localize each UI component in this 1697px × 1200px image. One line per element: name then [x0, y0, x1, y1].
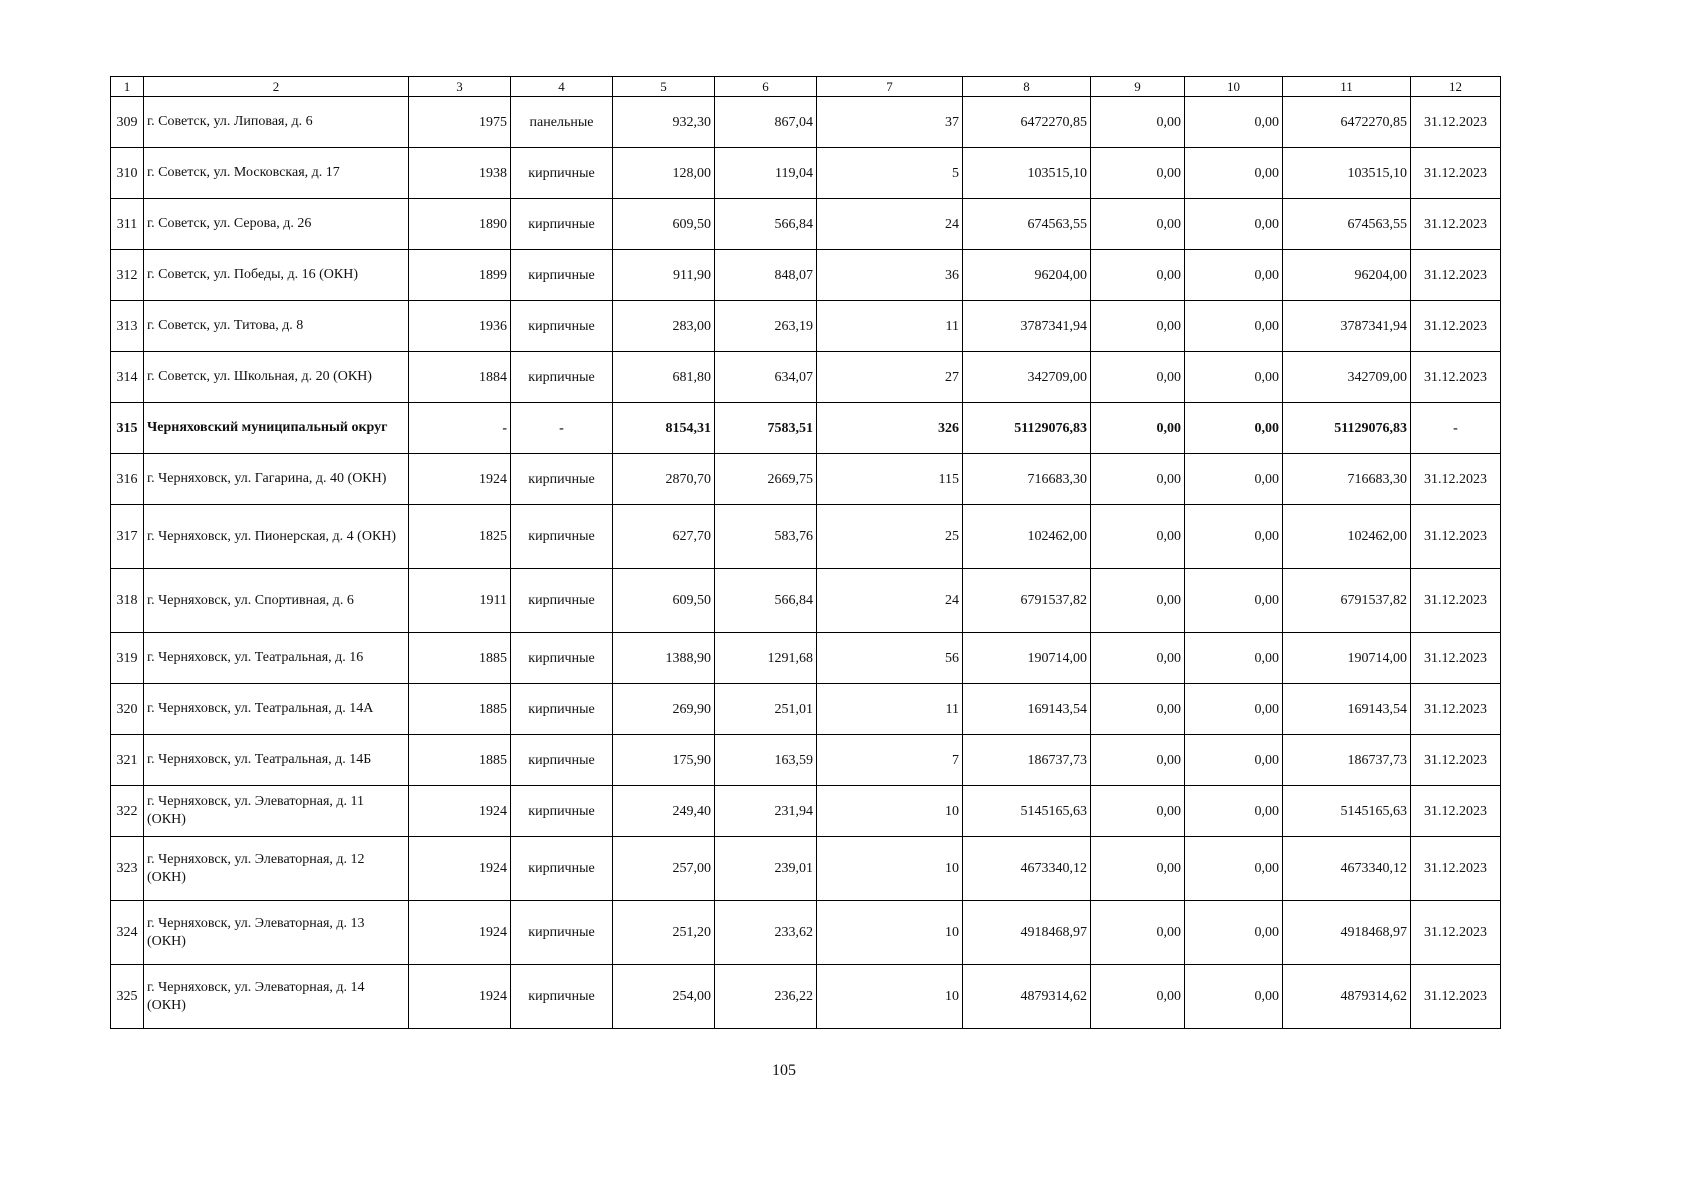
- wall-material-cell: кирпичные: [511, 901, 613, 965]
- area-total-cell: 8154,31: [613, 403, 715, 454]
- wall-material-cell: кирпичные: [511, 569, 613, 633]
- cost-fund-cell: 0,00: [1091, 148, 1185, 199]
- area-total-cell: 128,00: [613, 148, 715, 199]
- area-total-cell: 2870,70: [613, 454, 715, 505]
- row-number-cell: 316: [111, 454, 144, 505]
- wall-material-cell: кирпичные: [511, 199, 613, 250]
- residents-cell: 10: [817, 837, 963, 901]
- completion-date-cell: 31.12.2023: [1411, 965, 1501, 1029]
- area-total-cell: 911,90: [613, 250, 715, 301]
- row-number-cell: 312: [111, 250, 144, 301]
- cost-owners-cell: 342709,00: [1283, 352, 1411, 403]
- cost-owners-cell: 3787341,94: [1283, 301, 1411, 352]
- address-cell: г. Черняховск, ул. Театральная, д. 14Б: [144, 735, 409, 786]
- area-living-cell: 7583,51: [715, 403, 817, 454]
- header-cell: 6: [715, 77, 817, 97]
- completion-date-cell: 31.12.2023: [1411, 837, 1501, 901]
- cost-owners-cell: 716683,30: [1283, 454, 1411, 505]
- address-cell: Черняховский муниципальный округ: [144, 403, 409, 454]
- table-row: [111, 250, 1501, 301]
- cost-fund-cell: 0,00: [1091, 352, 1185, 403]
- area-living-cell: 251,01: [715, 684, 817, 735]
- completion-date-cell: 31.12.2023: [1411, 250, 1501, 301]
- address-cell: г. Черняховск, ул. Театральная, д. 16: [144, 633, 409, 684]
- cost-total-cell: 102462,00: [963, 505, 1091, 569]
- wall-material-cell: кирпичные: [511, 684, 613, 735]
- address-cell: г. Советск, ул. Титова, д. 8: [144, 301, 409, 352]
- row-number-cell: 315: [111, 403, 144, 454]
- cost-owners-cell: 6472270,85: [1283, 97, 1411, 148]
- cost-budget-cell: 0,00: [1185, 735, 1283, 786]
- cost-fund-cell: 0,00: [1091, 786, 1185, 837]
- wall-material-cell: кирпичные: [511, 735, 613, 786]
- residents-cell: 24: [817, 199, 963, 250]
- year-built-cell: 1825: [409, 505, 511, 569]
- header-cell: 8: [963, 77, 1091, 97]
- cost-total-cell: 190714,00: [963, 633, 1091, 684]
- area-total-cell: 251,20: [613, 901, 715, 965]
- area-total-cell: 283,00: [613, 301, 715, 352]
- area-total-cell: 932,30: [613, 97, 715, 148]
- cost-fund-cell: 0,00: [1091, 965, 1185, 1029]
- cost-total-cell: 103515,10: [963, 148, 1091, 199]
- area-living-cell: 239,01: [715, 837, 817, 901]
- year-built-cell: 1938: [409, 148, 511, 199]
- cost-total-cell: 4879314,62: [963, 965, 1091, 1029]
- cost-owners-cell: 4918468,97: [1283, 901, 1411, 965]
- table-row: [111, 301, 1501, 352]
- area-living-cell: 848,07: [715, 250, 817, 301]
- cost-owners-cell: 674563,55: [1283, 199, 1411, 250]
- year-built-cell: 1975: [409, 97, 511, 148]
- cost-total-cell: 186737,73: [963, 735, 1091, 786]
- completion-date-cell: 31.12.2023: [1411, 505, 1501, 569]
- area-living-cell: 231,94: [715, 786, 817, 837]
- address-cell: г. Советск, ул. Липовая, д. 6: [144, 97, 409, 148]
- cost-fund-cell: 0,00: [1091, 301, 1185, 352]
- row-number-cell: 325: [111, 965, 144, 1029]
- completion-date-cell: 31.12.2023: [1411, 786, 1501, 837]
- completion-date-cell: 31.12.2023: [1411, 633, 1501, 684]
- area-living-cell: 634,07: [715, 352, 817, 403]
- header-cell: 12: [1411, 77, 1501, 97]
- cost-budget-cell: 0,00: [1185, 684, 1283, 735]
- residents-cell: 36: [817, 250, 963, 301]
- address-cell: г. Черняховск, ул. Элеваторная, д. 12 (ОКН): [144, 837, 409, 901]
- year-built-cell: -: [409, 403, 511, 454]
- table-row: [111, 901, 1501, 965]
- year-built-cell: 1911: [409, 569, 511, 633]
- completion-date-cell: 31.12.2023: [1411, 199, 1501, 250]
- cost-total-cell: 96204,00: [963, 250, 1091, 301]
- wall-material-cell: кирпичные: [511, 633, 613, 684]
- header-cell: 9: [1091, 77, 1185, 97]
- cost-total-cell: 4918468,97: [963, 901, 1091, 965]
- area-total-cell: 249,40: [613, 786, 715, 837]
- residents-cell: 7: [817, 735, 963, 786]
- cost-budget-cell: 0,00: [1185, 786, 1283, 837]
- cost-total-cell: 716683,30: [963, 454, 1091, 505]
- area-living-cell: 119,04: [715, 148, 817, 199]
- wall-material-cell: кирпичные: [511, 301, 613, 352]
- completion-date-cell: 31.12.2023: [1411, 97, 1501, 148]
- cost-owners-cell: 103515,10: [1283, 148, 1411, 199]
- address-cell: г. Черняховск, ул. Спортивная, д. 6: [144, 569, 409, 633]
- header-cell: 3: [409, 77, 511, 97]
- area-living-cell: 867,04: [715, 97, 817, 148]
- area-living-cell: 263,19: [715, 301, 817, 352]
- wall-material-cell: кирпичные: [511, 148, 613, 199]
- table-row: [111, 569, 1501, 633]
- year-built-cell: 1924: [409, 965, 511, 1029]
- year-built-cell: 1885: [409, 633, 511, 684]
- area-living-cell: 566,84: [715, 199, 817, 250]
- address-cell: г. Советск, ул. Победы, д. 16 (ОКН): [144, 250, 409, 301]
- cost-owners-cell: 96204,00: [1283, 250, 1411, 301]
- cost-fund-cell: 0,00: [1091, 837, 1185, 901]
- row-number-cell: 320: [111, 684, 144, 735]
- cost-total-cell: 5145165,63: [963, 786, 1091, 837]
- cost-total-cell: 3787341,94: [963, 301, 1091, 352]
- cost-owners-cell: 102462,00: [1283, 505, 1411, 569]
- cost-budget-cell: 0,00: [1185, 301, 1283, 352]
- table-row: [111, 837, 1501, 901]
- completion-date-cell: 31.12.2023: [1411, 352, 1501, 403]
- wall-material-cell: кирпичные: [511, 837, 613, 901]
- address-cell: г. Черняховск, ул. Элеваторная, д. 13 (ОКН): [144, 901, 409, 965]
- table-row: [111, 684, 1501, 735]
- completion-date-cell: 31.12.2023: [1411, 901, 1501, 965]
- cost-budget-cell: 0,00: [1185, 569, 1283, 633]
- wall-material-cell: -: [511, 403, 613, 454]
- cost-fund-cell: 0,00: [1091, 250, 1185, 301]
- table-row: [111, 965, 1501, 1029]
- cost-budget-cell: 0,00: [1185, 352, 1283, 403]
- address-cell: г. Советск, ул. Московская, д. 17: [144, 148, 409, 199]
- wall-material-cell: панельные: [511, 97, 613, 148]
- year-built-cell: 1885: [409, 735, 511, 786]
- cost-budget-cell: 0,00: [1185, 97, 1283, 148]
- cost-total-cell: 6791537,82: [963, 569, 1091, 633]
- table-row: [111, 199, 1501, 250]
- area-total-cell: 681,80: [613, 352, 715, 403]
- residents-cell: 115: [817, 454, 963, 505]
- row-number-cell: 314: [111, 352, 144, 403]
- cost-fund-cell: 0,00: [1091, 735, 1185, 786]
- area-total-cell: 609,50: [613, 569, 715, 633]
- table-row: [111, 454, 1501, 505]
- completion-date-cell: 31.12.2023: [1411, 569, 1501, 633]
- row-number-cell: 313: [111, 301, 144, 352]
- cost-owners-cell: 51129076,83: [1283, 403, 1411, 454]
- cost-budget-cell: 0,00: [1185, 199, 1283, 250]
- row-number-cell: 321: [111, 735, 144, 786]
- cost-fund-cell: 0,00: [1091, 97, 1185, 148]
- header-cell: 7: [817, 77, 963, 97]
- total-row: [111, 403, 1501, 454]
- address-cell: г. Черняховск, ул. Элеваторная, д. 14 (ОКН): [144, 965, 409, 1029]
- row-number-cell: 324: [111, 901, 144, 965]
- wall-material-cell: кирпичные: [511, 786, 613, 837]
- completion-date-cell: 31.12.2023: [1411, 454, 1501, 505]
- header-cell: 1: [111, 77, 144, 97]
- cost-fund-cell: 0,00: [1091, 505, 1185, 569]
- cost-budget-cell: 0,00: [1185, 403, 1283, 454]
- cost-budget-cell: 0,00: [1185, 148, 1283, 199]
- row-number-cell: 310: [111, 148, 144, 199]
- year-built-cell: 1924: [409, 837, 511, 901]
- area-total-cell: 175,90: [613, 735, 715, 786]
- page-number: 105: [772, 1062, 796, 1079]
- row-number-cell: 322: [111, 786, 144, 837]
- area-total-cell: 269,90: [613, 684, 715, 735]
- cost-owners-cell: 169143,54: [1283, 684, 1411, 735]
- residents-cell: 24: [817, 569, 963, 633]
- residents-cell: 5: [817, 148, 963, 199]
- cost-fund-cell: 0,00: [1091, 633, 1185, 684]
- table-row: [111, 148, 1501, 199]
- cost-budget-cell: 0,00: [1185, 633, 1283, 684]
- table-row: [111, 633, 1501, 684]
- year-built-cell: 1936: [409, 301, 511, 352]
- cost-owners-cell: 186737,73: [1283, 735, 1411, 786]
- cost-budget-cell: 0,00: [1185, 901, 1283, 965]
- header-cell: 2: [144, 77, 409, 97]
- header-cell: 11: [1283, 77, 1411, 97]
- residents-cell: 11: [817, 301, 963, 352]
- cost-owners-cell: 5145165,63: [1283, 786, 1411, 837]
- table-row: [111, 786, 1501, 837]
- completion-date-cell: 31.12.2023: [1411, 684, 1501, 735]
- area-total-cell: 254,00: [613, 965, 715, 1029]
- table-row: [111, 97, 1501, 148]
- cost-budget-cell: 0,00: [1185, 454, 1283, 505]
- residents-cell: 10: [817, 965, 963, 1029]
- area-living-cell: 233,62: [715, 901, 817, 965]
- header-cell: 4: [511, 77, 613, 97]
- cost-owners-cell: 190714,00: [1283, 633, 1411, 684]
- cost-owners-cell: 4879314,62: [1283, 965, 1411, 1029]
- row-number-cell: 317: [111, 505, 144, 569]
- year-built-cell: 1924: [409, 901, 511, 965]
- completion-date-cell: -: [1411, 403, 1501, 454]
- cost-fund-cell: 0,00: [1091, 569, 1185, 633]
- wall-material-cell: кирпичные: [511, 352, 613, 403]
- cost-total-cell: 6472270,85: [963, 97, 1091, 148]
- cost-total-cell: 674563,55: [963, 199, 1091, 250]
- area-living-cell: 2669,75: [715, 454, 817, 505]
- area-total-cell: 609,50: [613, 199, 715, 250]
- area-total-cell: 257,00: [613, 837, 715, 901]
- cost-fund-cell: 0,00: [1091, 199, 1185, 250]
- year-built-cell: 1884: [409, 352, 511, 403]
- cost-total-cell: 342709,00: [963, 352, 1091, 403]
- cost-budget-cell: 0,00: [1185, 250, 1283, 301]
- residents-cell: 11: [817, 684, 963, 735]
- residents-cell: 37: [817, 97, 963, 148]
- cost-fund-cell: 0,00: [1091, 684, 1185, 735]
- header-row: [111, 77, 1501, 97]
- residents-cell: 56: [817, 633, 963, 684]
- year-built-cell: 1885: [409, 684, 511, 735]
- area-living-cell: 1291,68: [715, 633, 817, 684]
- row-number-cell: 311: [111, 199, 144, 250]
- area-living-cell: 566,84: [715, 569, 817, 633]
- row-number-cell: 323: [111, 837, 144, 901]
- row-number-cell: 319: [111, 633, 144, 684]
- area-living-cell: 236,22: [715, 965, 817, 1029]
- residents-cell: 10: [817, 901, 963, 965]
- cost-budget-cell: 0,00: [1185, 505, 1283, 569]
- table-row: [111, 505, 1501, 569]
- cost-fund-cell: 0,00: [1091, 403, 1185, 454]
- row-number-cell: 318: [111, 569, 144, 633]
- cost-budget-cell: 0,00: [1185, 837, 1283, 901]
- wall-material-cell: кирпичные: [511, 250, 613, 301]
- residents-cell: 25: [817, 505, 963, 569]
- table-row: [111, 352, 1501, 403]
- year-built-cell: 1924: [409, 786, 511, 837]
- address-cell: г. Черняховск, ул. Пионерская, д. 4 (ОКН): [144, 505, 409, 569]
- completion-date-cell: 31.12.2023: [1411, 301, 1501, 352]
- cost-fund-cell: 0,00: [1091, 901, 1185, 965]
- cost-owners-cell: 6791537,82: [1283, 569, 1411, 633]
- cost-fund-cell: 0,00: [1091, 454, 1185, 505]
- address-cell: г. Черняховск, ул. Театральная, д. 14А: [144, 684, 409, 735]
- cost-total-cell: 169143,54: [963, 684, 1091, 735]
- wall-material-cell: кирпичные: [511, 505, 613, 569]
- area-living-cell: 163,59: [715, 735, 817, 786]
- residents-cell: 10: [817, 786, 963, 837]
- cost-total-cell: 4673340,12: [963, 837, 1091, 901]
- residents-cell: 326: [817, 403, 963, 454]
- header-cell: 5: [613, 77, 715, 97]
- cost-owners-cell: 4673340,12: [1283, 837, 1411, 901]
- area-total-cell: 1388,90: [613, 633, 715, 684]
- completion-date-cell: 31.12.2023: [1411, 148, 1501, 199]
- completion-date-cell: 31.12.2023: [1411, 735, 1501, 786]
- area-total-cell: 627,70: [613, 505, 715, 569]
- cost-total-cell: 51129076,83: [963, 403, 1091, 454]
- housing-table: [110, 76, 1501, 1029]
- residents-cell: 27: [817, 352, 963, 403]
- cost-budget-cell: 0,00: [1185, 965, 1283, 1029]
- address-cell: г. Советск, ул. Школьная, д. 20 (ОКН): [144, 352, 409, 403]
- area-living-cell: 583,76: [715, 505, 817, 569]
- year-built-cell: 1890: [409, 199, 511, 250]
- wall-material-cell: кирпичные: [511, 965, 613, 1029]
- header-cell: 10: [1185, 77, 1283, 97]
- year-built-cell: 1899: [409, 250, 511, 301]
- address-cell: г. Черняховск, ул. Гагарина, д. 40 (ОКН): [144, 454, 409, 505]
- address-cell: г. Советск, ул. Серова, д. 26: [144, 199, 409, 250]
- wall-material-cell: кирпичные: [511, 454, 613, 505]
- year-built-cell: 1924: [409, 454, 511, 505]
- table-row: [111, 735, 1501, 786]
- address-cell: г. Черняховск, ул. Элеваторная, д. 11 (ОКН): [144, 786, 409, 837]
- row-number-cell: 309: [111, 97, 144, 148]
